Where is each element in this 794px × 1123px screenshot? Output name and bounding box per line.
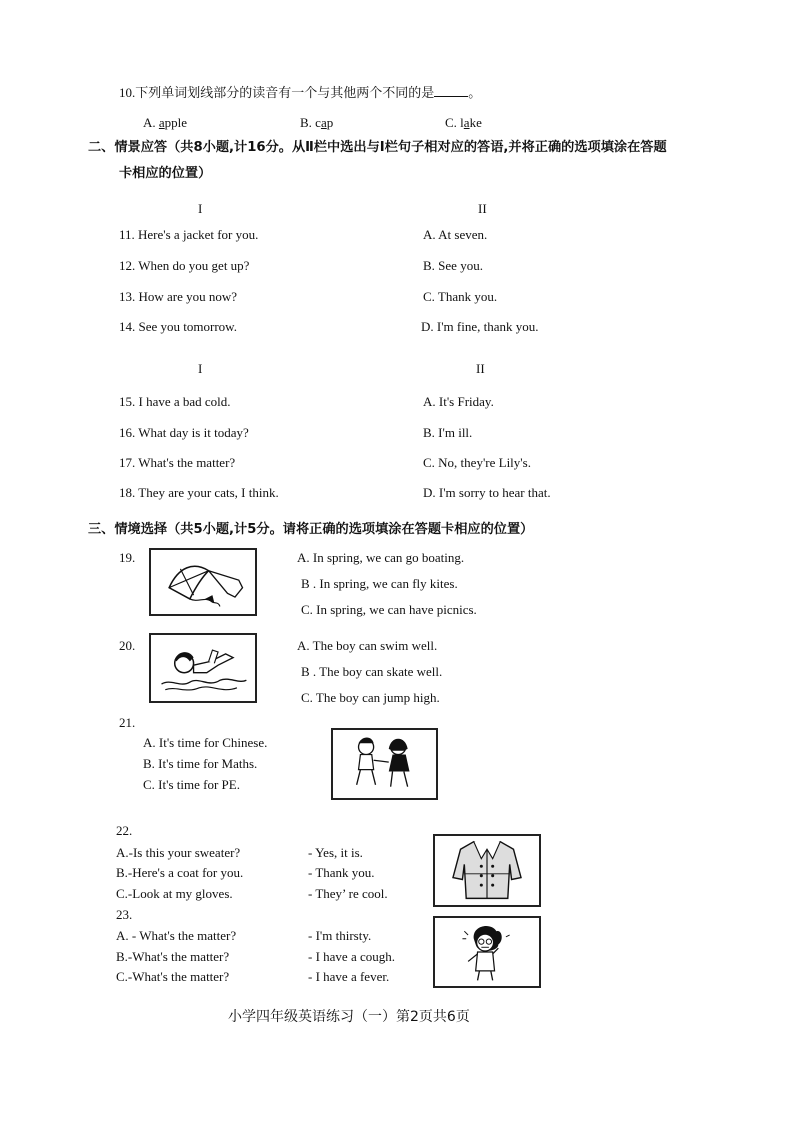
q15-prompt: 15. I have a bad cold. [119, 394, 231, 409]
q23-option-b: B.-What's the matter? [116, 949, 230, 964]
q22-option-c: C.-Look at my gloves. [116, 886, 233, 901]
q10-answer-blank[interactable] [434, 84, 468, 97]
group2-col-header-ii: II [476, 361, 485, 376]
q22-option-c-reply: - They’ re cool. [308, 886, 388, 901]
girl-picture [433, 916, 541, 988]
group1-col-header-ii: II [478, 201, 487, 216]
q10-option-c: C. lake [445, 115, 482, 130]
q21-option-c: C. It's time for PE. [143, 777, 240, 792]
group1-col-header-i: I [198, 201, 203, 216]
q19-number: 19. [119, 550, 136, 565]
group1-answer-d: D. I'm fine, thank you. [421, 319, 539, 334]
q22-option-a: A.-Is this your sweater? [116, 845, 241, 860]
group2-answer-d: D. I'm sorry to hear that. [423, 485, 551, 500]
q23-number: 23. [116, 907, 133, 922]
group2-answer-b: B. I'm ill. [423, 425, 473, 440]
q22-number: 22. [116, 823, 133, 838]
q21-option-b: B. It's time for Maths. [143, 756, 258, 771]
q17-prompt: 17. What's the matter? [119, 455, 236, 470]
kite-icon [151, 550, 255, 614]
q10-stem-end: 。 [468, 85, 482, 100]
q11-prompt: 11. Here's a jacket for you. [119, 227, 259, 242]
q20-option-c: C. The boy can jump high. [301, 690, 440, 705]
group2-answer-c: C. No, they're Lily's. [423, 455, 531, 470]
q23-option-a: A. - What's the matter? [116, 928, 237, 943]
group1-answer-b: B. See you. [423, 258, 483, 273]
girl-icon [435, 918, 539, 986]
q10-option-b: B. cap [300, 115, 334, 130]
q19-option-a: A. In spring, we can go boating. [297, 550, 465, 565]
q23-option-c-reply: - I have a fever. [308, 969, 390, 984]
section2-heading-line2: 卡相应的位置） [119, 166, 212, 181]
q20-option-b: B . The boy can skate well. [301, 664, 443, 679]
q23-option-a-reply: - I'm thirsty. [308, 928, 372, 943]
q22-option-b: B.-Here's a coat for you. [116, 865, 244, 880]
two-kids-icon [333, 730, 436, 798]
q16-prompt: 16. What day is it today? [119, 425, 249, 440]
section2-heading: 二、情景应答（共8小题,计16分。从Ⅱ栏中选出与Ⅰ栏句子相对应的答语,并将正确的选项填涂在答题 [88, 140, 667, 155]
q10-stem-text: 10.下列单词划线部分的读音有一个与其他两个不同的是 [119, 85, 435, 100]
group1-answer-a: A. At seven. [423, 227, 488, 242]
q18-prompt: 18. They are your cats, I think. [119, 485, 279, 500]
q14-prompt: 14. See you tomorrow. [119, 319, 237, 334]
q19-option-b: B . In spring, we can fly kites. [301, 576, 458, 591]
q22-option-b-reply: - Thank you. [308, 865, 375, 880]
coat-icon [435, 836, 539, 905]
q20-number: 20. [119, 638, 136, 653]
q10-stem [119, 84, 481, 101]
q21-number: 21. [119, 715, 136, 730]
q22-option-a-reply: - Yes, it is. [308, 845, 363, 860]
q20-option-a: A. The boy can swim well. [297, 638, 438, 653]
coat-picture [433, 834, 541, 907]
q12-prompt: 12. When do you get up? [119, 258, 250, 273]
q10-option-a: A. apple [143, 115, 188, 130]
q13-prompt: 13. How are you now? [119, 289, 238, 304]
kids-picture [331, 728, 438, 800]
kite-picture [149, 548, 257, 616]
group1-answer-c: C. Thank you. [423, 289, 498, 304]
swimming-boy-icon [151, 635, 255, 701]
section3-heading: 三、情境选择（共5小题,计5分。请将正确的选项填涂在答题卡相应的位置） [88, 522, 534, 537]
group2-col-header-i: I [198, 361, 203, 376]
q23-option-b-reply: - I have a cough. [308, 949, 395, 964]
page-footer: 小学四年级英语练习（一）第2页共6页 [228, 1009, 470, 1025]
q19-option-c: C. In spring, we can have picnics. [301, 602, 477, 617]
group2-answer-a: A. It's Friday. [423, 394, 494, 409]
swimmer-picture [149, 633, 257, 703]
q23-option-c: C.-What's the matter? [116, 969, 230, 984]
q21-option-a: A. It's time for Chinese. [143, 735, 268, 750]
